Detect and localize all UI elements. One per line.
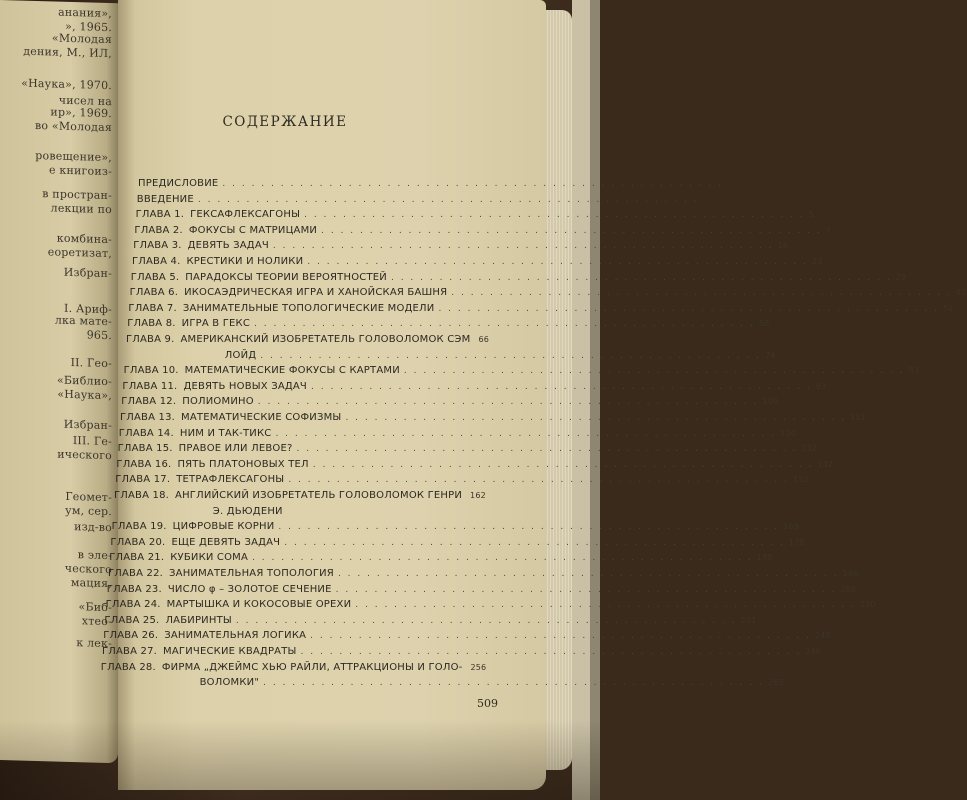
toc-entry-title: АМЕРИКАНСКИЙ ИЗОБРЕТАТЕЛЬ ГОЛОВОЛОМОК СЭМ [180,334,471,345]
toc-entry [118,427,796,439]
toc-entry [136,193,699,205]
left-page-line: «Наука», [57,387,112,403]
toc-entry-title: ИГРА В ГЕКС [181,318,251,330]
toc-entry-page: 7 [825,225,832,235]
toc-entry-title: ФИРМА „ДЖЕЙМС ХЬЮ РАЙЛИ, АТТРАКЦИОНЫ И ГОЛО- [161,661,463,673]
toc-leader-dots: . . . . . . . . . . . . . . . . . . . . . . . . . . . . . . . . . . . . . . . . . . . . . . . . . . . . [275,428,777,439]
toc-entry-title: ВОЛОМКИ" [199,677,260,689]
toc-entry-continuation [199,677,784,689]
toc-leader-dots: . . . . . . . . . . . . . . . . . . . . . . . . . . . . . . . . . . . . . . . . . . . . . . . . . . . . [235,615,737,626]
toc-entry-page: 132 [801,444,818,454]
toc-leader-dots: . . . . . . . . . . . . . . . . . . . . . . . . . . . . . . . . . . . . . . . . . . . . . . . . . . . . [307,257,808,267]
toc-entry [128,302,954,314]
toc-entry-page: 231 [740,615,757,625]
left-page-line: III. Ге- [72,434,112,449]
left-page-line: », 1965. [65,19,112,35]
toc-entry-label: ГЛАВА 20. [110,536,166,548]
toc-leader-dots: . . . . . . . . . . . . . . . . . . . . . . . . . . . . . . . . . . . . . . . . . . . . . . . . . . . . [390,272,892,283]
toc-entry [103,630,831,642]
toc-leader-dots: . . . . . . . . . . . . . . . . . . . . . . . . . . . . . . . . . . . . . . . . . . . . . . . . . . . . [222,179,724,189]
toc-leader-dots: . . . . . . . . . . . . . . . . . . . . . . . . . . . . . . . . . . . . . . . . . . . . . . . . . . . . [403,366,905,377]
toc-entry-title: ДЕВЯТЬ ЗАДАЧ [187,240,269,252]
left-page-line: «Биб- [78,600,112,615]
toc-entry-page: 41 [955,288,967,298]
left-page-line: во «Молодая [34,118,112,135]
toc-entry-title: МАГИЧЕСКИЕ КВАДРАТЫ [163,646,297,657]
toc-leader-dots: . . . . . . . . . . . . . . . . . . . . . . . . . . . . . . . . . . . . . . . . . . . . . . . . . . . . [257,397,759,408]
toc-entry-page: 169 [783,522,799,532]
left-page-line: II. Гео- [70,355,112,371]
toc-entry [104,614,757,626]
toc-entry-title: ЗАНИМАТЕЛЬНАЯ ТОПОЛОГИЯ [169,568,334,579]
toc-entry [126,334,490,345]
toc-entry-title: ЛАБИРИНТЫ [165,614,232,626]
toc-entry-continuation [224,349,776,361]
toc-entry-page: 83 [908,366,920,376]
toc-entry-label: ГЛАВА 25. [104,614,160,626]
toc-entry-page: 120 [780,428,796,438]
page-number: 509 [477,697,498,710]
toc-entry-title: ЛОЙД [224,349,257,361]
toc-entry-label: ГЛАВА 27. [102,646,158,657]
toc-entry-title: ТЕТРАФЛЕКСАГОНЫ [176,474,285,486]
toc-entry [106,583,857,595]
toc-leader-dots: . . . . . . . . . . . . . . . . . . . . . . . . . . . . . . . . . . . . . . . . . . . . . . . . . . . . [197,194,699,205]
toc-entry [117,443,818,455]
left-page-line: I. Ариф- [64,301,112,317]
toc-entry-title: ПАРАДОКСЫ ТЕОРИИ ВЕРОЯТНОСТЕЙ [185,271,387,283]
toc-entry [138,178,724,189]
toc-entry-page: 142 [817,459,834,469]
left-page-line: в эле- [77,548,112,563]
toc-entry-page: 93 [815,381,827,391]
toc-leader-dots: . . . . . . . . . . . . . . . . . . . . . . . . . . . . . . . . . . . . . . . . . . . . . . . . . . . . [252,553,753,564]
left-page-line: анания», [58,5,112,21]
toc-entry-label: ГЛАВА 6. [129,287,179,299]
toc-entry-page: 178 [788,537,805,547]
toc-entry-label: ГЛАВА 2. [134,224,183,236]
toc-entry-title: ЧИСЛО φ – ЗОЛОТОЕ СЕЧЕНИЕ [167,583,332,595]
left-page-line: в простран- [42,187,112,203]
toc-entry-title: ЕЩЕ ДЕВЯТЬ ЗАДАЧ [171,536,281,548]
toc-entry [123,365,920,377]
toc-entry-continuation [213,506,481,517]
toc-entry [109,552,773,564]
toc-entry [116,458,834,470]
toc-entry-label: ГЛАВА 1. [135,209,185,221]
toc-entry [110,536,805,548]
toc-entry-title: АНГЛИЙСКИЙ ИЗОБРЕТАТЕЛЬ ГОЛОВОЛОМОК ГЕНРИ [175,490,463,501]
toc-entry-page: 51 [943,303,954,313]
toc-entry-title: ПРАВОЕ ИЛИ ЛЕВОЕ? [178,443,293,455]
toc-entry-label: ГЛАВА 9. [126,334,175,345]
toc-entry-title: НИМ И ТАК-ТИКС [179,427,272,439]
toc-entry-label: ГЛАВА 7. [128,302,177,314]
toc-leader-dots: . . . . . . . . . . . . . . . . . . . . . . . . . . . . . . . . . . . . . . . . . . . . . . . . . . . . [272,241,774,252]
toc-leader-dots: . . . . . . . . . . . . . . . . . . . . . . . . . . . . . . . . . . . . . . . . . . . . . . . . . . . . [438,303,940,314]
toc-entry [100,661,487,673]
toc-entry [111,521,799,533]
toc-entry [102,646,822,657]
toc-entry [105,599,876,611]
toc-entry-page: 162 [470,491,486,500]
toc-entry [133,240,789,252]
toc-entry-title: МАТЕМАТИЧЕСКИЕ ФОКУСЫ С КАРТАМИ [184,365,400,377]
toc-entry-title: ГЕКСАФЛЕКСАГОНЫ [190,209,301,221]
left-page-line: «Молодая [51,31,112,47]
toc-entry-label: ГЛАВА 14. [118,427,174,439]
toc-entry [120,412,866,423]
toc-entry [135,209,815,221]
toc-leader-dots: . . . . . . . . . . . . . . . . . . . . . . . . . . . . . . . . . . . . . . . . . . . . . . . . . . . . [451,288,952,299]
left-page-line: к лек- [76,636,112,651]
toc-entry-label: ВВЕДЕНИЕ [136,193,194,205]
toc-entry-title: ДЕВЯТЬ НОВЫХ ЗАДАЧ [183,380,307,392]
toc-entry-label: ГЛАВА 11. [122,380,178,392]
toc-entry-page: 56 [758,319,770,329]
toc-entry-label: ПРЕДИСЛОВИЕ [138,178,219,189]
left-page-line: комбина- [56,231,112,247]
toc-entry-title: ПОЛИОМИНО [182,396,254,408]
toc-entry-title: ЗАНИМАТЕЛЬНЫЕ ТОПОЛОГИЧЕСКИЕ МОДЕЛИ [182,302,435,314]
toc-entry [115,474,809,486]
toc-leader-dots: . . . . . . . . . . . . . . . . . . . . . . . . . . . . . . . . . . . . . . . . . . . . . . . . . . . . [278,522,780,533]
toc-entry-page: 111 [850,413,866,422]
left-page-line: изд-во [74,520,112,535]
toc-entry [134,224,832,236]
toc-leader-dots: . . . . . . . . . . . . . . . . . . . . . . . . . . . . . . . . . . . . . . . . . . . . . . . . . . . . [337,569,839,579]
toc-entry-page: 256 [470,662,487,672]
left-page-line: ческого [64,561,112,577]
toc-entry-label: ГЛАВА 15. [117,443,173,455]
left-page-line: ического [57,447,112,463]
toc-entry-page: 185 [756,553,773,563]
toc-entry-title: КРЕСТИКИ И НОЛИКИ [186,256,304,267]
left-page-line: Геомет- [65,489,112,505]
toc-entry-label: ГЛАВА 28. [100,661,156,673]
toc-entry-label: ГЛАВА 23. [106,583,162,595]
toc-entry-label: ГЛАВА 21. [109,552,165,564]
toc-entry-label: ГЛАВА 8. [127,318,176,330]
toc-entry-page: 196 [842,569,859,578]
toc-entry-page: 74 [764,350,776,360]
left-page-line: еоретизат, [47,245,112,261]
toc-entry [129,287,967,299]
left-page-line: дения, М., ИЛ, [23,44,112,61]
toc-entry-title: МАТЕМАТИЧЕСКИЕ СОФИЗМЫ [181,412,342,423]
toc-entry [127,318,770,330]
toc-entry-label: ГЛАВА 4. [132,256,181,267]
toc-entry [108,568,859,579]
toc-leader-dots: . . . . . . . . . . . . . . . . . . . . . . . . . . . . . . . . . . . . . . . . . . . . . . . . . . . . [260,350,761,361]
toc-leader-dots: . . . . . . . . . . . . . . . . . . . . . . . . . . . . . . . . . . . . . . . . . . . . . . . . . . . . [288,475,789,486]
toc-entry-label: ГЛАВА 22. [108,568,164,579]
toc-entry-label: ГЛАВА 19. [111,521,167,533]
left-page-line: мация, [70,575,112,591]
toc-leader-dots: . . . . . . . . . . . . . . . . . . . . . . . . . . . . . . . . . . . . . . . . . . . . . . . . . . . . [284,537,785,548]
left-page-line: ровещение», [35,148,112,165]
toc-leader-dots: . . . . . . . . . . . . . . . . . . . . . . . . . . . . . . . . . . . . . . . . . . . . . . . . . . . . [312,459,814,470]
toc-entry [114,490,486,501]
toc-entry-title: ФОКУСЫ С МАТРИЦАМИ [188,224,318,236]
toc-entry-page: 246 [805,647,822,656]
toc-leader-dots: . . . . . . . . . . . . . . . . . . . . . . . . . . . . . . . . . . . . . . . . . . . . . . . . . . . . [300,647,802,657]
left-page-line: лекции по [50,201,112,217]
toc-leader-dots: . . . . . . . . . . . . . . . . . . . . . . . . . . . . . . . . . . . . . . . . . . . . . . . . . . . . [296,444,798,455]
toc-entry-label: ГЛАВА 24. [105,599,161,611]
left-page [0,0,118,763]
page-title: СОДЕРЖАНИЕ [222,114,348,130]
toc-entry-title: ИКОСАЭДРИЧЕСКАЯ ИГРА И ХАНОЙСКАЯ БАШНЯ [184,287,448,299]
toc-entry-page: 208 [840,584,857,594]
left-page-line: чисел на [58,93,112,109]
toc-entry-page: 100 [762,397,779,407]
left-page-line: «Наука», 1970. [21,76,112,93]
toc-leader-dots: . . . . . . . . . . . . . . . . . . . . . . . . . . . . . . . . . . . . . . . . . . . . . . . . . . . . [310,631,811,642]
toc-entry [132,256,823,267]
toc-entry-label: ГЛАВА 16. [116,458,172,470]
left-page-line: лка мате- [54,313,112,329]
left-page-line: 965. [86,328,112,343]
toc-entry-label: ГЛАВА 12. [121,396,177,408]
toc-leader-dots: . . . . . . . . . . . . . . . . . . . . . . . . . . . . . . . . . . . . . . . . . . . . . . . . . . . . [355,600,856,611]
toc-leader-dots: . . . . . . . . . . . . . . . . . . . . . . . . . . . . . . . . . . . . . . . . . . . . . . . . . . . . [263,678,764,689]
left-page-line: ум, сер. [65,503,112,519]
toc-entry-label: ГЛАВА 17. [115,474,171,486]
toc-entry-page: 66 [478,335,490,344]
toc-entry [130,271,907,283]
toc-entry-title: ЦИФРОВЫЕ КОРНИ [172,521,275,533]
left-page-line: хтео- [81,614,112,629]
toc-entry-label: ГЛАВА 13. [120,412,176,423]
toc-entry-title: ЗАНИМАТЕЛЬНАЯ ЛОГИКА [164,630,307,642]
toc-entry-label: ГЛАВА 3. [133,240,182,252]
toc-entry-page: 152 [793,475,809,485]
left-page-line: Избран- [63,265,112,281]
toc-leader-dots: . . . . . . . . . . . . . . . . . . . . . . . . . . . . . . . . . . . . . . . . . . . . . . . . . . . . [311,381,812,392]
toc-entry-title: МАРТЫШКА И КОКОСОВЫЕ ОРЕХИ [166,599,352,611]
toc-entry-page: 23 [811,257,823,266]
toc-entry-page: 29 [895,272,907,282]
left-page-line: е книгоиз- [49,163,112,179]
toc-entry [121,396,779,408]
toc-entry-page: 240 [814,631,831,641]
toc-entry-title: Э. ДЬЮДЕНИ [212,505,283,517]
left-page-line: Избран- [63,417,112,433]
left-page-line: «Библио- [56,373,112,389]
toc-leader-dots: . . . . . . . . . . . . . . . . . . . . . . . . . . . . . . . . . . . . . . . . . . . . . . . . . . . . [304,210,805,221]
toc-entry-label: ГЛАВА 18. [114,490,170,501]
toc-entry-page: 265 [767,678,784,688]
toc-entry-label: ГЛАВА 5. [130,271,180,283]
toc-entry [122,380,827,392]
toc-leader-dots: . . . . . . . . . . . . . . . . . . . . . . . . . . . . . . . . . . . . . . . . . . . . . . . . . . . . [345,413,847,423]
toc-leader-dots: . . . . . . . . . . . . . . . . . . . . . . . . . . . . . . . . . . . . . . . . . . . . . . . . . . . . [335,584,837,595]
toc-entry-page: 5 [808,210,815,220]
toc-leader-dots: . . . . . . . . . . . . . . . . . . . . . . . . . . . . . . . . . . . . . . . . . . . . . . . . . . . . [321,225,822,236]
toc-entry-label: ГЛАВА 10. [123,365,179,377]
toc-leader-dots: . . . . . . . . . . . . . . . . . . . . . . . . . . . . . . . . . . . . . . . . . . . . . . . . . . . . [254,319,755,330]
toc-entry-page: 16 [777,241,789,251]
toc-entry-title: ПЯТЬ ПЛАТОНОВЫХ ТЕЛ [177,458,309,470]
toc-entry-label: ГЛАВА 26. [103,630,159,642]
left-page-line: ир», 1969. [50,105,112,121]
toc-entry-title: КУБИКИ СОМА [170,552,249,564]
toc-entry-page: 220 [859,600,876,610]
